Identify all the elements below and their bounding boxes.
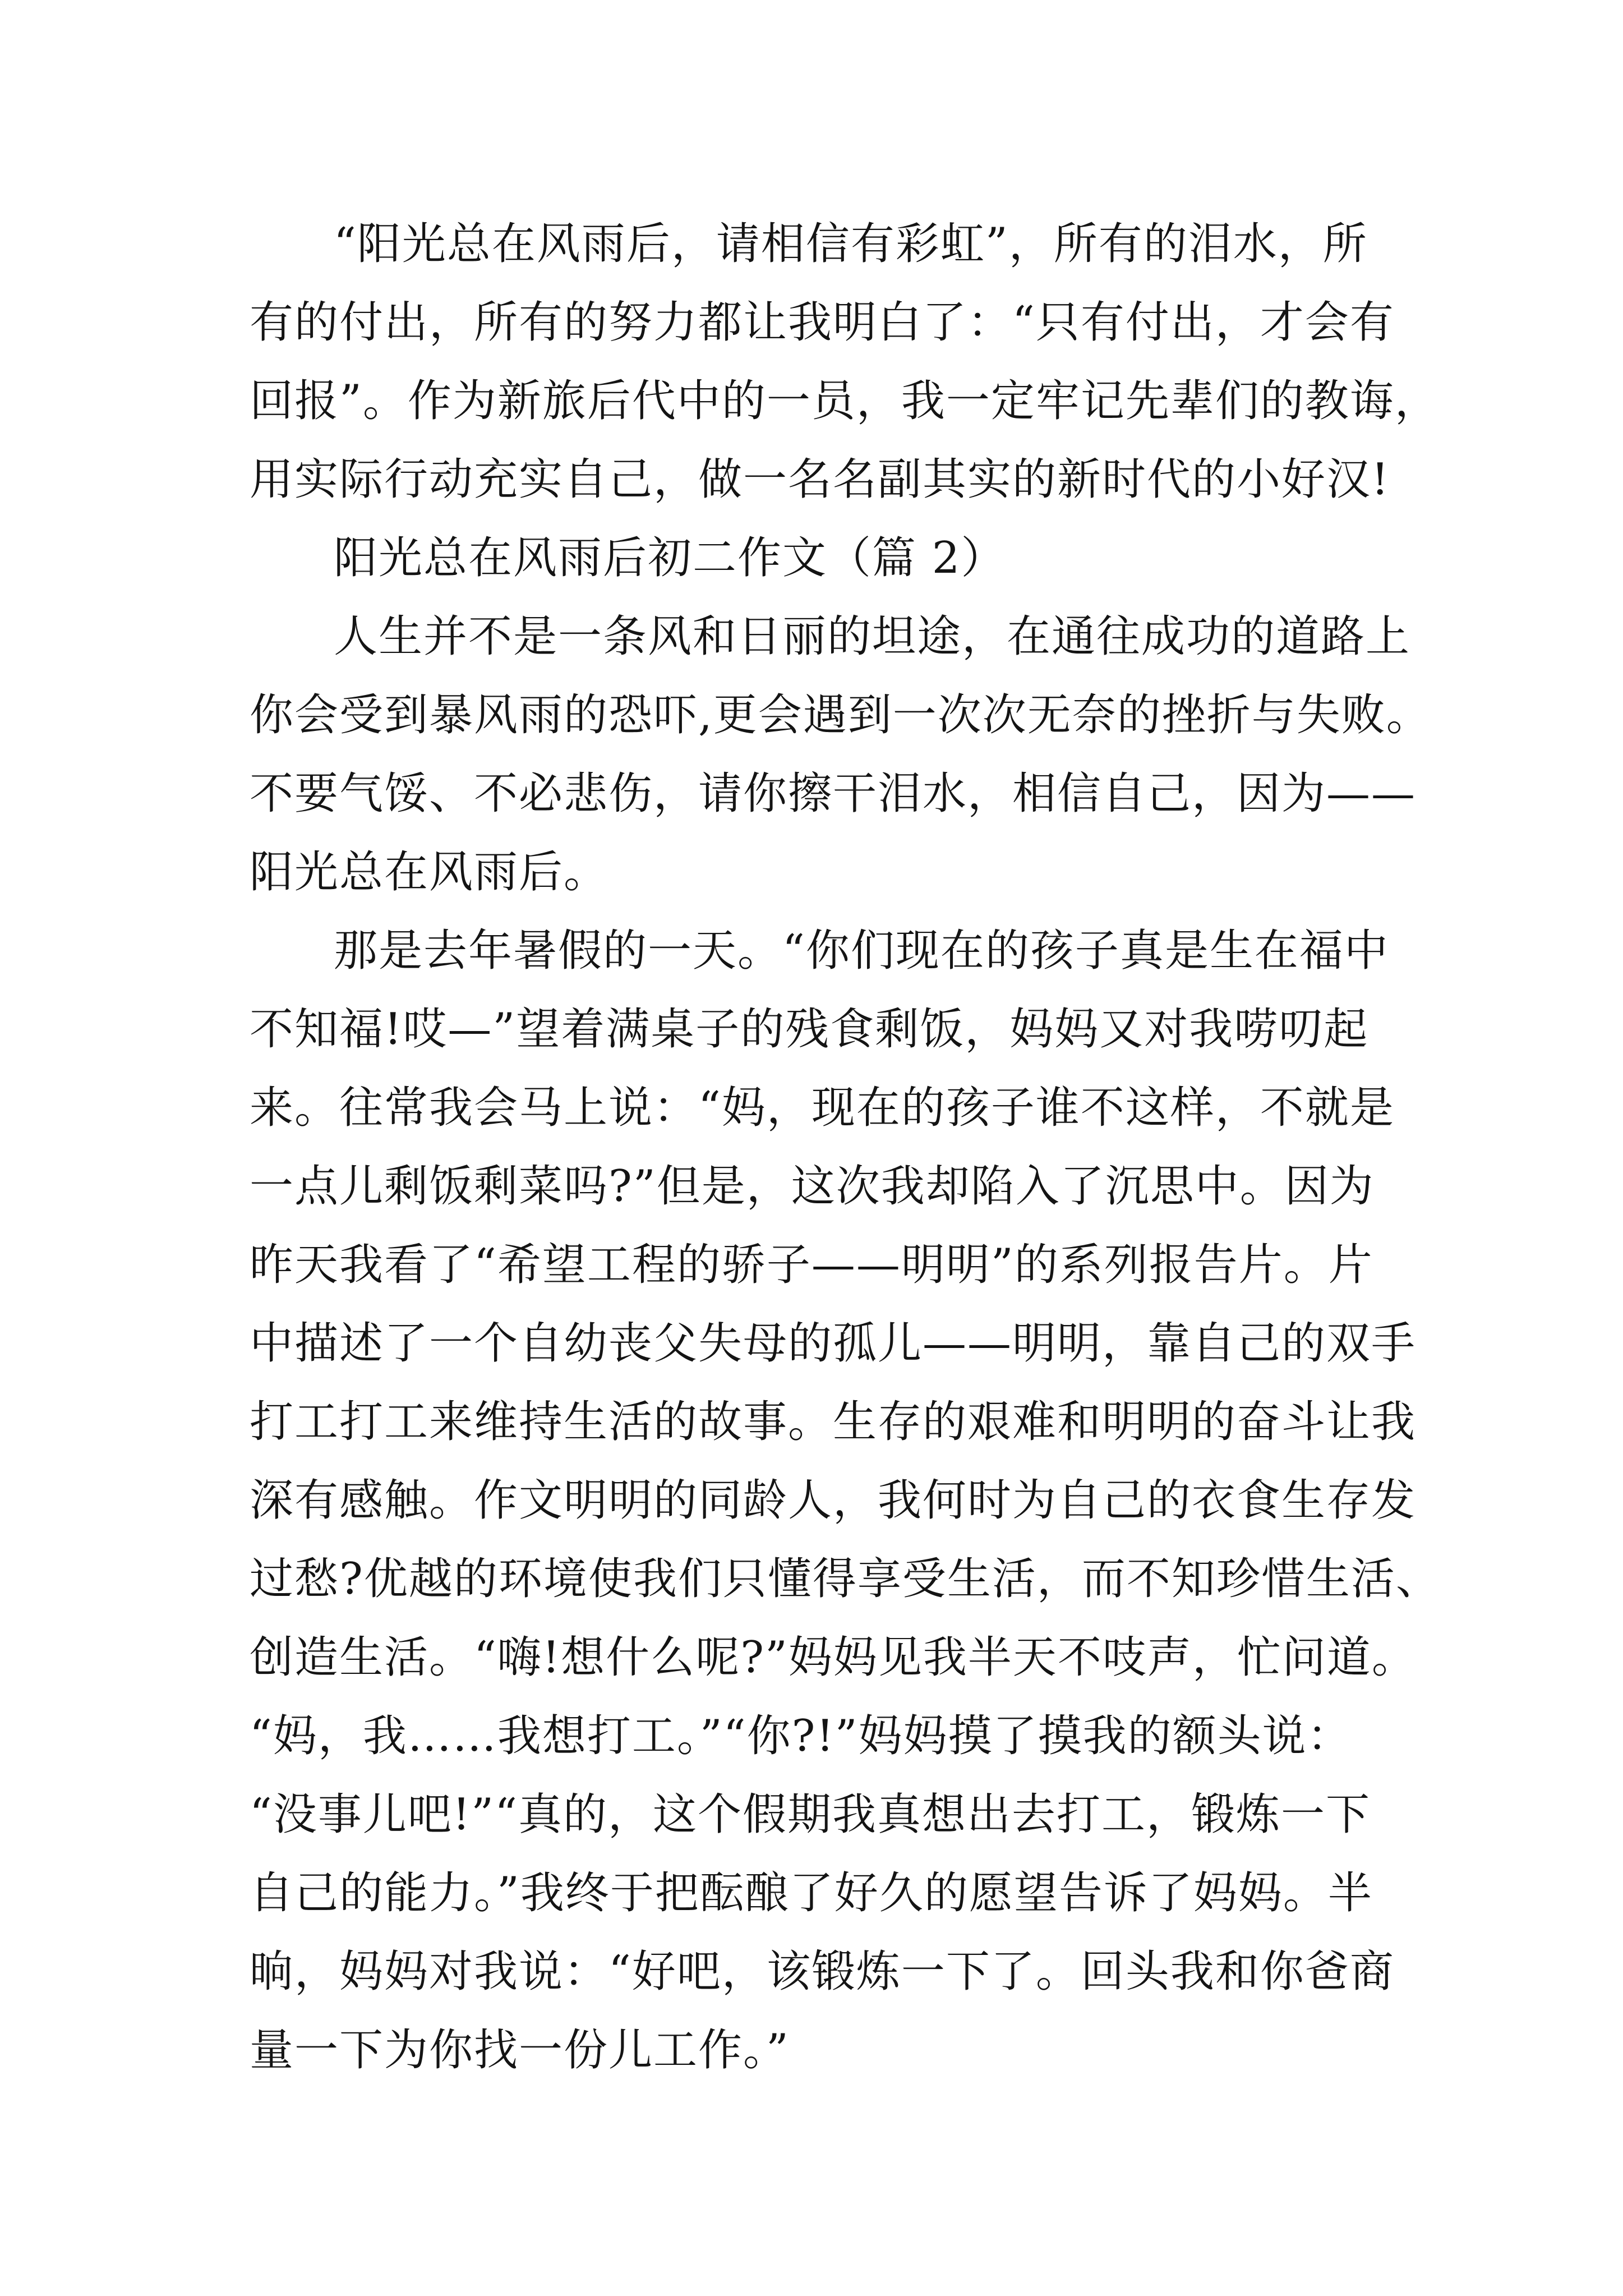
paragraph-line: 晌，妈妈对我说：“好吧，该锻炼一下了。回头我和你爸商 — [250, 1947, 1395, 1997]
paragraph-line: 一点儿剩饭剩菜吗?”但是，这次我却陷入了沉思中。因为 — [250, 1161, 1375, 1212]
paragraph-line: 用实际行动充实自己，做一名名副其实的新时代的小好汉! — [250, 454, 1390, 505]
paragraph-line: 那是去年暑假的一天。“你们现在的孩子真是生在福中 — [334, 926, 1389, 976]
paragraph-line: 量一下为你找一份儿工作。” — [250, 2025, 790, 2076]
section-heading: 阳光总在风雨后初二作文（篇 2） — [334, 533, 1006, 583]
paragraph-line: 创造生活。“嗨!想什么呢?”妈妈见我半天不吱声，忙问道。 — [250, 1632, 1417, 1683]
paragraph-line: 有的付出，所有的努力都让我明白了：“只有付出，才会有 — [250, 297, 1395, 348]
paragraph-line: 昨天我看了“希望工程的骄子——明明”的系列报告片。片 — [250, 1240, 1373, 1290]
paragraph-line: “妈，我……我想打工。”“你?!”妈妈摸了摸我的额头说： — [250, 1711, 1352, 1761]
paragraph-line: 不要气馁、不必悲伤，请你擦干泪水，相信自己，因为—— — [250, 769, 1417, 819]
paragraph-line: 自己的能力。”我终于把酝酿了好久的愿望告诉了妈妈。半 — [250, 1868, 1373, 1918]
paragraph-line: 来。往常我会马上说：“妈，现在的孩子谁不这样，不就是 — [250, 1083, 1395, 1133]
paragraph-line: “阳光总在风雨后，请相信有彩虹”，所有的泪水，所 — [334, 219, 1368, 269]
paragraph-line: “没事儿吧!”“真的，这个假期我真想出去打工，锻炼一下 — [250, 1789, 1371, 1840]
paragraph-line: 深有感触。作文明明的同龄人，我何时为自己的衣食生存发 — [250, 1475, 1417, 1526]
paragraph-line: 过愁?优越的环境使我们只懂得享受生活，而不知珍惜生活、 — [250, 1554, 1441, 1604]
paragraph-line: 中描述了一个自幼丧父失母的孤儿——明明，靠自己的双手 — [250, 1318, 1417, 1369]
paragraph-line: 阳光总在风雨后。 — [250, 847, 609, 898]
paragraph-line: 人生并不是一条风和日丽的坦途，在通往成功的道路上 — [334, 611, 1411, 662]
paragraph-line: 打工打工来维持生活的故事。生存的艰难和明明的奋斗让我 — [250, 1397, 1417, 1447]
paragraph-line: 不知福!哎—”望着满桌子的残食剩饭，妈妈又对我唠叨起 — [250, 1004, 1369, 1055]
paragraph-line: 回报”。作为新旅后代中的一员，我一定牢记先辈们的教诲， — [250, 376, 1440, 426]
paragraph-line: 你会受到暴风雨的恐吓,更会遇到一次次无奈的挫折与失败。 — [250, 690, 1431, 740]
